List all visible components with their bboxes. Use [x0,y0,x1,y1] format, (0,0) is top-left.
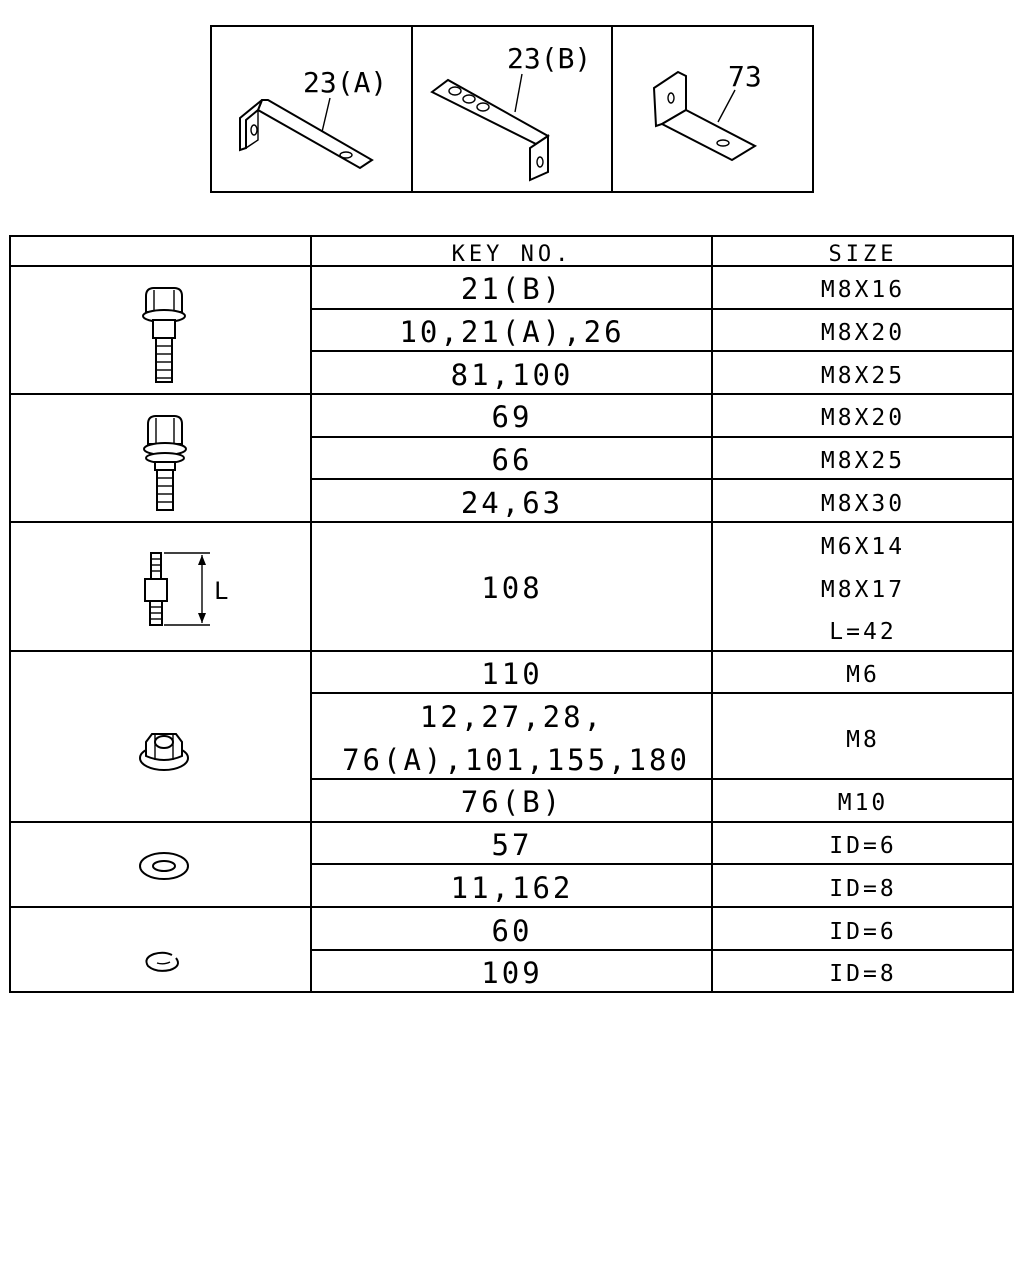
key-cell: 57 [491,828,533,862]
key-cell: 21(B) [460,272,564,306]
key-cell: 109 [481,956,543,990]
stud-length-label: L [214,577,229,605]
header-size: SIZE [828,242,898,267]
key-cell: 108 [481,571,543,605]
flange-bolt-icon [143,288,185,382]
key-cell: 24,63 [460,486,564,520]
header-key-no: KEY NO. [451,242,573,267]
bracket-23a-icon [240,66,387,168]
size-cell: M8X30 [820,491,906,517]
key-cell: 12,27,28, [419,700,605,734]
callout-leader [515,74,522,112]
size-cell: M10 [837,790,889,816]
size-cell: M6 [846,662,880,688]
size-cell: M8X25 [820,448,906,474]
size-cell: ID=6 [829,833,897,859]
key-cell: 60 [491,914,533,948]
key-cell: 76(B) [460,785,564,819]
size-cell: ID=8 [829,961,897,987]
key-cell: 10,21(A),26 [399,315,625,349]
size-cell: M8X20 [820,320,906,346]
key-cell: 69 [491,400,533,434]
stud-bolt-icon [145,553,228,625]
bracket-73-icon [654,60,762,160]
bracket-label: 73 [728,60,762,93]
flat-washer-icon [140,853,188,879]
size-cell: ID=8 [829,876,897,902]
size-cell: M6X14 [820,534,906,560]
size-cell: M8 [846,727,880,753]
key-cell: 66 [491,443,533,477]
size-cell: M8X25 [820,363,906,389]
bracket-label: 23(A) [303,66,388,99]
snap-ring-icon [146,953,178,971]
size-cell: L=42 [829,619,897,645]
bracket-panel [211,26,813,192]
flange-nut-icon [140,734,188,770]
key-cell: 76(A),101,155,180 [342,743,690,777]
callout-leader [718,90,735,122]
size-cell: M8X17 [820,577,906,603]
washer-bolt-icon [144,416,186,510]
callout-leader [322,98,330,132]
size-cell: ID=6 [829,919,897,945]
size-cell: M8X16 [820,277,906,303]
key-cell: 81,100 [450,358,574,392]
key-cell: 11,162 [450,871,574,905]
size-cell: M8X20 [820,405,906,431]
bracket-label: 23(B) [507,42,592,75]
bracket-23b-icon [432,42,591,180]
key-cell: 110 [481,657,543,691]
